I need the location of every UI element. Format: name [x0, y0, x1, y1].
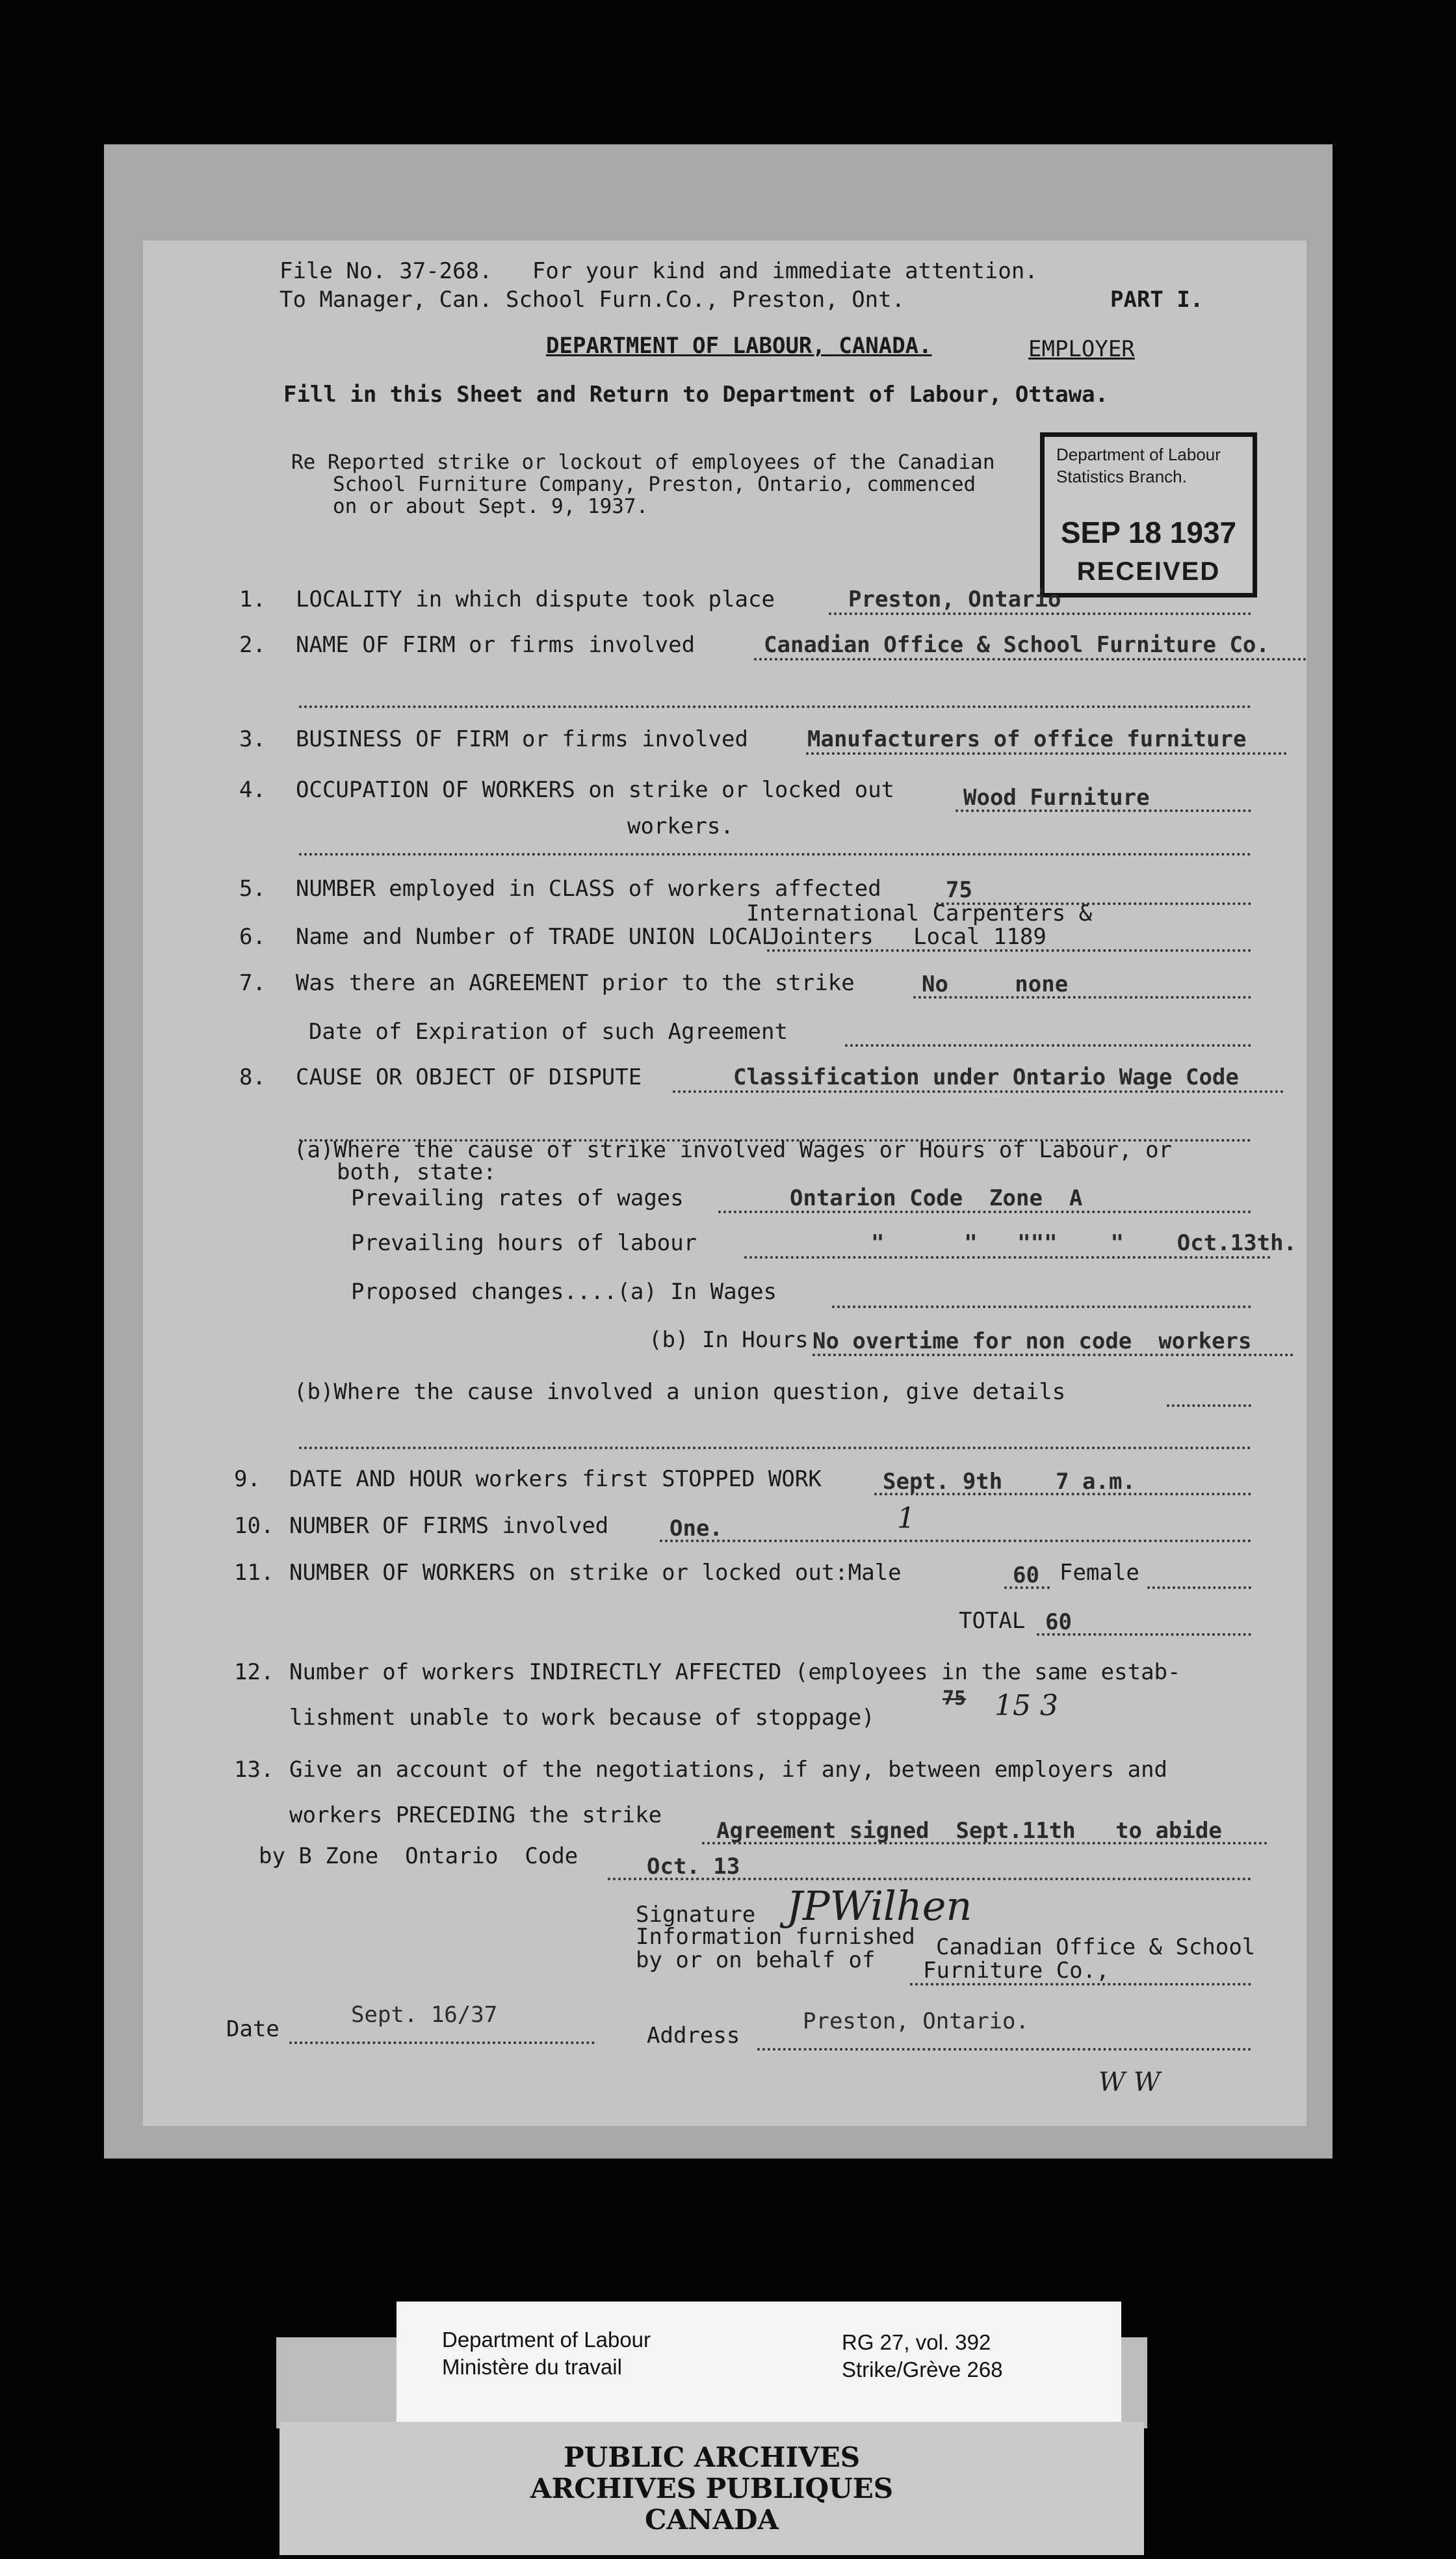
q8-number: 8. [239, 1064, 266, 1090]
q1-rule [829, 612, 1251, 615]
q8b-label: (b)Where the cause involved a union question, give details [294, 1379, 1066, 1405]
q9-label: DATE AND HOUR workers first STOPPED WORK [289, 1466, 822, 1492]
q13-number: 13. [234, 1757, 274, 1783]
q11-female-rule [1147, 1586, 1251, 1589]
q8b-rule-2 [299, 1447, 1251, 1449]
q2-rule [754, 658, 1306, 661]
info-label-2: by or on behalf of [636, 1947, 876, 1973]
q4-rule [956, 809, 1251, 812]
q3-number: 3. [239, 726, 266, 752]
q11-male-rule [1004, 1586, 1050, 1589]
q8a-hours-change-rule [812, 1354, 1294, 1356]
dept-english: Department of Labour [442, 2328, 651, 2352]
q1-number: 1. [239, 586, 266, 612]
plaque-tab-right [1118, 2337, 1147, 2428]
q2-rule-2 [299, 705, 1251, 708]
date-label: Date [226, 2016, 280, 2042]
archive-reference-label [396, 2302, 1121, 2422]
date-rule [289, 2041, 595, 2044]
q13-line-3b: Oct. 13 [647, 1854, 740, 1880]
date-value: Sept. 16/37 [351, 2002, 498, 2028]
q8a-hours-label: Prevailing hours of labour [351, 1230, 697, 1256]
q10-value: One. [670, 1516, 723, 1542]
q8a-wages-label: Prevailing rates of wages [351, 1185, 684, 1211]
q7-expiration-label: Date of Expiration of such Agreement [309, 1019, 788, 1045]
to-line: To Manager, Can. School Furn.Co., Preston, Ont. [280, 287, 905, 313]
q8a-wages-value: Ontarion Code Zone A [790, 1185, 1083, 1211]
q5-value: 75 [946, 877, 972, 903]
plaque-line-1: PUBLIC ARCHIVES [563, 2441, 861, 2473]
q7-value: No none [922, 971, 1069, 997]
q4-rule-2 [299, 853, 1251, 856]
q7-rule [913, 996, 1251, 999]
department-title: DEPARTMENT OF LABOUR, CANADA. [546, 333, 932, 359]
q12-handwritten: 15 3 [994, 1689, 1058, 1722]
re-line-2: School Furniture Company, Preston, Ontario, commenced [333, 473, 976, 496]
q11-total-rule [1037, 1633, 1251, 1636]
q10-rule [660, 1540, 1251, 1542]
employer-label: EMPLOYER [1028, 336, 1135, 362]
q4-number: 4. [239, 777, 266, 803]
q11-total-label: TOTAL [959, 1608, 1026, 1634]
re-line-1: Re Reported strike or lockout of employees of the Canadian [291, 451, 995, 474]
q1-label: LOCALITY in which dispute took place [296, 586, 775, 612]
q8a-hours-value: " " """ " Oct.13th. [871, 1230, 1297, 1256]
address-value: Preston, Ontario. [803, 2008, 1029, 2034]
q12-number: 12. [234, 1659, 274, 1685]
info-value-1: Canadian Office & School [936, 1934, 1256, 1960]
q6-rule [767, 949, 1251, 952]
q6-label: Name and Number of TRADE UNION LOCAL [296, 924, 775, 950]
q7-number: 7. [239, 970, 266, 996]
stamp-received: RECEIVED [1076, 557, 1221, 586]
q3-label: BUSINESS OF FIRM or firms involved [296, 726, 748, 752]
signature-handwritten: JPWilhen [786, 1882, 972, 1930]
stamp-line-1: Department of Labour [1056, 445, 1221, 464]
q8a-hours-change-value: No overtime for non code workers [812, 1328, 1252, 1354]
initials: W W [1098, 2067, 1160, 2097]
q10-handwritten: 1 [897, 1502, 915, 1535]
plaque-line-2: ARCHIVES PUBLIQUES [530, 2473, 894, 2504]
info-rule [910, 1983, 1251, 1986]
q4-value: Wood Furniture [963, 785, 1150, 811]
plaque-line-3: CANADA [644, 2504, 779, 2536]
info-label-1: Information furnished [636, 1924, 915, 1950]
q8b-rule [1167, 1404, 1251, 1407]
q6-number: 6. [239, 924, 266, 950]
q9-number: 9. [234, 1466, 261, 1492]
q2-number: 2. [239, 632, 266, 658]
plaque-tab-left [276, 2337, 400, 2428]
q3-value: Manufacturers of office furniture [807, 726, 1247, 752]
q2-value: Canadian Office & School Furniture Co. [764, 632, 1269, 658]
q11-female-label: Female [1060, 1560, 1139, 1586]
q9-value: Sept. 9th 7 a.m. [883, 1469, 1136, 1495]
q12-line-1: Number of workers INDIRECTLY AFFECTED (employees in the same estab- [289, 1659, 1181, 1685]
q13-line-3a: by B Zone Ontario Code [259, 1843, 578, 1869]
q10-label: NUMBER OF FIRMS involved [289, 1513, 609, 1539]
info-value-2: Furniture Co., [923, 1958, 1110, 1984]
q7-expiration-rule [845, 1044, 1251, 1047]
stamp-line-2: Statistics Branch. [1056, 467, 1187, 486]
received-stamp [1040, 432, 1257, 597]
return-instruction: Fill in this Sheet and Return to Department of Labour, Ottawa. [283, 382, 1109, 408]
signature-label: Signature [636, 1902, 756, 1928]
q9-rule [874, 1493, 1251, 1495]
q8-rule [673, 1090, 1284, 1093]
q11-total: 60 [1045, 1609, 1072, 1635]
q5-number: 5. [239, 876, 266, 902]
q10-number: 10. [234, 1513, 274, 1539]
q13-rule-2 [608, 1878, 1251, 1880]
q11-male: 60 [1013, 1562, 1039, 1588]
q2-label: NAME OF FIRM or firms involved [296, 632, 696, 658]
q6-value-top: International Carpenters & [746, 900, 1093, 926]
q8a-wages-change-rule [832, 1306, 1251, 1308]
dept-french: Ministère du travail [442, 2355, 622, 2379]
q13-value: Agreement signed Sept.11th to abide [716, 1818, 1222, 1844]
q8a-line-2: both, state: [337, 1159, 497, 1185]
q7-label: Was there an AGREEMENT prior to the strike [296, 970, 855, 996]
q11-number: 11. [234, 1560, 274, 1586]
address-label: Address [647, 2023, 740, 2049]
q6-value: Jointers Local 1189 [767, 924, 1046, 950]
q8-value: Classification under Ontario Wage Code [733, 1064, 1239, 1090]
q12-line-2: lishment unable to work because of stoppage) [289, 1705, 875, 1731]
q11-label: NUMBER OF WORKERS on strike or locked out:Male [289, 1560, 902, 1586]
q8a-line-1: (a)Where the cause of strike involved Wages or Hours of Labour, or [294, 1137, 1173, 1163]
q8a-hours-rule [744, 1256, 1271, 1259]
archive-ref-2: Strike/Grève 268 [842, 2357, 1003, 2382]
q4-label-2: workers. [627, 813, 734, 839]
archives-plaque [280, 2422, 1144, 2555]
address-rule [757, 2048, 1251, 2051]
q13-rule [702, 1842, 1268, 1844]
q8-label: CAUSE OR OBJECT OF DISPUTE [296, 1064, 642, 1090]
q13-line-1: Give an account of the negotiations, if any, between employers and [289, 1757, 1168, 1783]
stamp-date: SEP 18 1937 [1060, 516, 1237, 549]
part-label: PART I. [1110, 287, 1204, 313]
q13-line-2: workers PRECEDING the strike [289, 1802, 662, 1828]
q3-rule [806, 752, 1287, 755]
q4-label: OCCUPATION OF WORKERS on strike or locked out [296, 777, 895, 803]
q8a-hours-change-label: (b) In Hours [649, 1327, 809, 1353]
archive-ref-1: RG 27, vol. 392 [842, 2330, 991, 2354]
q12-value: 75 [942, 1687, 967, 1710]
q1-value: Preston, Ontario [848, 586, 1061, 612]
q8a-proposed-label: Proposed changes....(a) In Wages [351, 1279, 777, 1305]
file-line: File No. 37-268. For your kind and immediate attention. [280, 258, 1038, 284]
re-line-3: on or about Sept. 9, 1937. [333, 495, 649, 518]
q5-label: NUMBER employed in CLASS of workers affected [296, 876, 881, 902]
